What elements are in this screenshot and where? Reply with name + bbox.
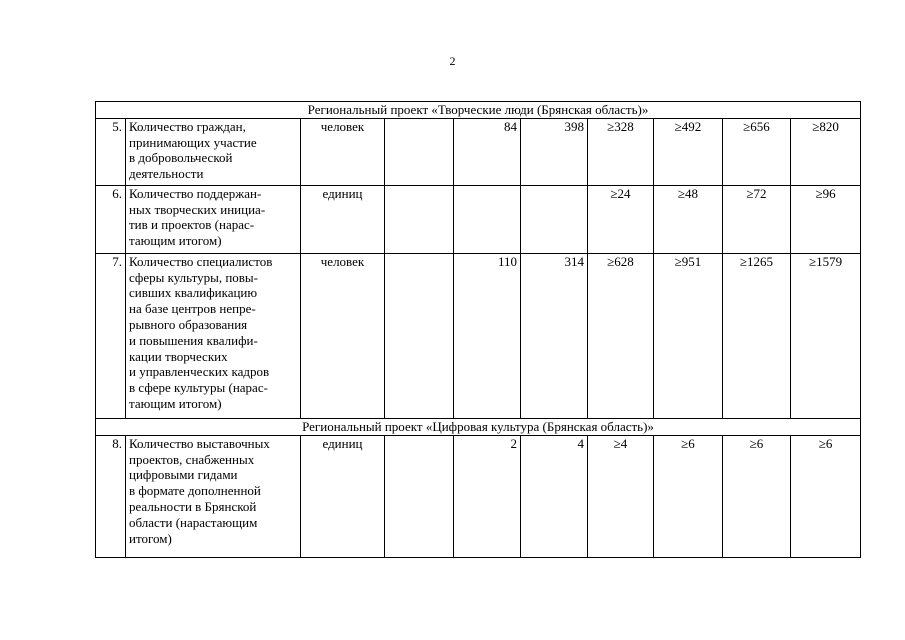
- indicator-name-line: на базе центров непре-: [129, 301, 256, 317]
- value-cell-1: 110: [454, 253, 521, 418]
- indicator-name-line: Количество граждан,: [129, 118, 246, 134]
- value-cell-5: ≥6: [723, 435, 791, 557]
- value-cell-5: ≥656: [723, 118, 791, 185]
- indicators-table: [95, 101, 861, 558]
- indicator-name-line: Количество специалистов: [129, 253, 273, 269]
- indicator-name-line: ных творческих инициа-: [129, 201, 266, 217]
- indicator-name-line: тающим итогом): [129, 395, 222, 411]
- unit-cell: человек: [301, 118, 385, 185]
- indicator-name-line: сивших квалификацию: [129, 285, 258, 301]
- value-cell-2: 4: [521, 435, 588, 557]
- base-value-cell: [385, 118, 454, 185]
- value-cell-2: 314: [521, 253, 588, 418]
- value-cell-6: ≥820: [791, 118, 861, 185]
- indicator-name: [126, 435, 301, 557]
- indicator-name-line: и повышения квалифи-: [129, 332, 258, 348]
- indicator-name-line: в формате дополненной: [129, 483, 261, 499]
- section-header-row: [96, 102, 861, 119]
- unit-cell: человек: [301, 253, 385, 418]
- base-value-cell: [385, 185, 454, 253]
- indicator-name-line: принимающих участие: [129, 134, 257, 150]
- indicator-name-line: тающим итогом): [129, 233, 222, 249]
- row-number: 6.: [96, 185, 126, 253]
- indicator-name-line: цифровыми гидами: [129, 467, 238, 483]
- indicator-name-line: проектов, снабженных: [129, 451, 255, 467]
- indicator-name-line: сферы культуры, повы-: [129, 269, 258, 285]
- value-cell-3: ≥328: [588, 118, 654, 185]
- indicator-name-line: Количество выставочных: [129, 435, 270, 451]
- indicator-name: [126, 185, 301, 253]
- indicator-name-line: области (нарастающим: [129, 514, 258, 530]
- section-title: Региональный проект «Творческие люди (Брянская область)»: [96, 102, 861, 119]
- value-cell-4: ≥492: [654, 118, 723, 185]
- row-number: 7.: [96, 253, 126, 418]
- indicator-name-line: реальности в Брянской: [129, 498, 257, 514]
- indicator-name-line: тив и проектов (нарас-: [129, 217, 255, 233]
- row-number: 5.: [96, 118, 126, 185]
- indicator-name-line: деятельности: [129, 166, 204, 182]
- value-cell-4: ≥6: [654, 435, 723, 557]
- section-header-row: [96, 418, 861, 435]
- unit-cell: единиц: [301, 435, 385, 557]
- page-number: 2: [449, 54, 456, 68]
- indicator-name-line: Количество поддержан-: [129, 185, 262, 201]
- table-row: [96, 185, 861, 253]
- indicator-name: [126, 118, 301, 185]
- value-cell-3: ≥24: [588, 185, 654, 253]
- section-title: Региональный проект «Цифровая культура (Брянская область)»: [96, 418, 861, 435]
- indicator-name-line: в добровольческой: [129, 150, 233, 166]
- value-cell-2: 398: [521, 118, 588, 185]
- table-row: [96, 118, 861, 185]
- value-cell-1: 84: [454, 118, 521, 185]
- value-cell-1: [454, 185, 521, 253]
- value-cell-6: ≥6: [791, 435, 861, 557]
- unit-cell: единиц: [301, 185, 385, 253]
- value-cell-3: ≥4: [588, 435, 654, 557]
- value-cell-5: ≥72: [723, 185, 791, 253]
- value-cell-6: ≥96: [791, 185, 861, 253]
- value-cell-4: ≥951: [654, 253, 723, 418]
- value-cell-4: ≥48: [654, 185, 723, 253]
- table-row: [96, 253, 861, 418]
- indicator-name-line: итогом): [129, 530, 172, 546]
- value-cell-2: [521, 185, 588, 253]
- value-cell-6: ≥1579: [791, 253, 861, 418]
- row-number: 8.: [96, 435, 126, 557]
- table-row: [96, 435, 861, 557]
- indicator-name: [126, 253, 301, 418]
- value-cell-3: ≥628: [588, 253, 654, 418]
- value-cell-1: 2: [454, 435, 521, 557]
- indicator-name-line: рывного образования: [129, 316, 248, 332]
- value-cell-5: ≥1265: [723, 253, 791, 418]
- indicator-name-line: и управленческих кадров: [129, 364, 270, 380]
- base-value-cell: [385, 253, 454, 418]
- base-value-cell: [385, 435, 454, 557]
- indicator-name-line: кации творческих: [129, 348, 228, 364]
- indicator-name-line: в сфере культуры (нарас-: [129, 380, 268, 396]
